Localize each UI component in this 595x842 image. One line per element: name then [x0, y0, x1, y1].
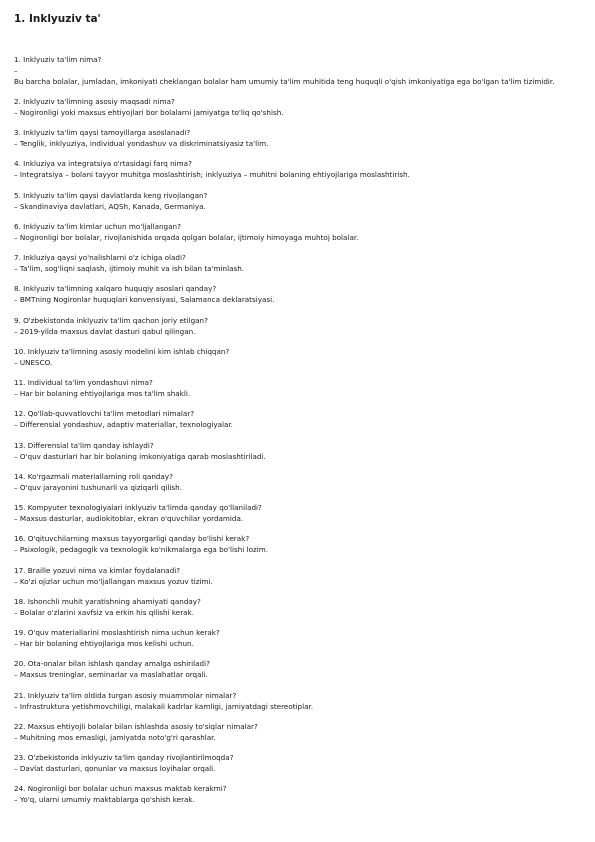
answer-text: – Ta'lim, sog'liqni saqlash, ijtimoiy muhit va ish bilan ta'minlash.	[14, 264, 245, 273]
question-text: 10. Inklyuziv ta'limning asosiy modelini kim ishlab chiqqan?	[14, 347, 230, 356]
qa-item	[14, 471, 586, 493]
question-text: 2. Inklyuziv ta'limning asosiy maqsadi nima?	[14, 97, 175, 106]
qa-item	[14, 283, 586, 305]
answer-text: – Integratsiya – bolani tayyor muhitga moslashtirish; inklyuziya – muhitni bolaning ehtiyojlariga moslashtirish.	[14, 170, 410, 179]
qa-item	[14, 408, 586, 430]
answer-dash: –	[14, 66, 18, 75]
qa-item	[14, 346, 586, 368]
question-text: 16. O'qituvchilarning maxsus tayyorgarligi qanday bo'lishi kerak?	[14, 534, 250, 543]
question-text: 23. O'zbekistonda inklyuziv ta'lim qanday rivojlantirilmoqda?	[14, 753, 234, 762]
answer-text: Bu barcha bolalar, jumladan, imkoniyati cheklangan bolalar ham umumiy ta'lim muhitida teng huquqli o'qish imkoniyatiga ega bo'lgan ta'lim tizimidir.	[14, 77, 555, 86]
question-text: 15. Kompyuter texnologiyalari inklyuziv ta'limda qanday qo'llaniladi?	[14, 503, 262, 512]
question-text: 22. Maxsus ehtiyojli bolalar bilan ishlashda asosiy to'siqlar nimalar?	[14, 722, 258, 731]
qa-item	[14, 627, 586, 649]
answer-text: – Maxsus dasturlar, audiokitoblar, ekran o'quvchilar yordamida.	[14, 514, 244, 523]
question-text: 14. Ko'rgazmali materiallarning roli qanday?	[14, 472, 173, 481]
question-text: 24. Nogironligi bor bolalar uchun maxsus maktab kerakmi?	[14, 784, 227, 793]
question-text: 4. Inkluziya va integratsiya o'rtasidagi farq nima?	[14, 159, 192, 168]
qa-item	[14, 221, 586, 243]
question-text: 17. Braille yozuvi nima va kimlar foydalanadi?	[14, 566, 181, 575]
answer-text: – 2019-yilda maxsus davlat dasturi qabul qilingan.	[14, 327, 196, 336]
question-text: 7. Inkluziya qaysi yo'nalishlarni o'z ichiga oladi?	[14, 253, 186, 262]
qa-item	[14, 440, 586, 462]
qa-item	[14, 127, 586, 149]
qa-item	[14, 565, 586, 587]
question-text: 11. Individual ta'lim yondashuvi nima?	[14, 378, 153, 387]
answer-text: – Har bir bolaning ehtiyojlariga mos ta'lim shakli.	[14, 389, 191, 398]
answer-text: – Nogironligi bor bolalar, rivojlanishida orqada qolgan bolalar, ijtimoiy himoyaga muhtoj bolalar.	[14, 233, 359, 242]
qa-item	[14, 658, 586, 680]
answer-text: – Yo'q, ularni umumiy maktablarga qo'shish kerak.	[14, 795, 195, 804]
question-text: 1. Inklyuziv ta'lim nima?	[14, 55, 102, 64]
question-text: 6. Inklyuziv ta'lim kimlar uchun mo'ljallangan?	[14, 222, 181, 231]
qa-item	[14, 252, 586, 274]
answer-text: – Nogironligi yoki maxsus ehtiyojlari bor bolalarni jamiyatga to'liq qo'shish.	[14, 108, 284, 117]
question-text: 5. Inklyuziv ta'lim qaysi davlatlarda keng rivojlangan?	[14, 191, 208, 200]
answer-text: – Davlat dasturlari, qonunlar va maxsus loyihalar orqali.	[14, 764, 216, 773]
answer-text: – Ko'zi ojizlar uchun mo'ljallangan maxsus yozuv tizimi.	[14, 577, 213, 586]
answer-text: – Maxsus treninglar, seminarlar va maslahatlar orqali.	[14, 670, 208, 679]
question-text: 21. Inklyuziv ta'lim oldida turgan asosiy muammolar nimalar?	[14, 691, 237, 700]
answer-text: – BMTning Nogironlar huquqlari konvensiyasi, Salamanca deklaratsiyasi.	[14, 295, 275, 304]
answer-text: – Bolalar o'zlarini xavfsiz va erkin his qilishi kerak.	[14, 608, 194, 617]
answer-text: – UNESCO.	[14, 358, 53, 367]
qa-item	[14, 96, 586, 118]
answer-text: – Psixologik, pedagogik va texnologik ko'nikmalarga ega bo'lishi lozim.	[14, 545, 269, 554]
document-title: 1. Inklyuziv ta'	[14, 13, 101, 25]
qa-item	[14, 315, 586, 337]
qa-item	[14, 783, 586, 805]
question-text: 18. Ishonchli muhit yaratishning ahamiyati qanday?	[14, 597, 201, 606]
answer-text: – Infrastruktura yetishmovchiligi, malakali kadrlar kamligi, jamiyatdagi stereotiplar.	[14, 702, 314, 711]
question-text: 8. Inklyuziv ta'limning xalqaro huquqiy asoslari qanday?	[14, 284, 217, 293]
answer-text: – Tenglik, inklyuziya, individual yondashuv va diskriminatsiyasiz ta'lim.	[14, 139, 269, 148]
question-text: 20. Ota-onalar bilan ishlash qanday amalga oshiriladi?	[14, 659, 210, 668]
question-text: 19. O'quv materiallarini moslashtirish nima uchun kerak?	[14, 628, 220, 637]
question-text: 9. O'zbekistonda inklyuziv ta'lim qachon joriy etilgan?	[14, 316, 208, 325]
qa-item	[14, 502, 586, 524]
qa-item	[14, 721, 586, 743]
qa-item	[14, 377, 586, 399]
answer-text: – Har bir bolaning ehtiyojlariga mos kelishi uchun.	[14, 639, 194, 648]
answer-text: – Differensial yondashuv, adaptiv materiallar, texnologiyalar.	[14, 420, 233, 429]
answer-text: – Skandinaviya davlatlari, AQSh, Kanada, Germaniya.	[14, 202, 206, 211]
question-text: 12. Qo'llab-quvvatlovchi ta'lim metodlari nimalar?	[14, 409, 195, 418]
qa-item	[14, 533, 586, 555]
qa-item	[14, 190, 586, 212]
answer-text: – O'quv dasturlari har bir bolaning imkoniyatiga qarab moslashtiriladi.	[14, 452, 266, 461]
question-text: 3. Inklyuziv ta'lim qaysi tamoyillarga asoslanadi?	[14, 128, 191, 137]
answer-text: – O'quv jarayonini tushunarli va qiziqarli qilish.	[14, 483, 183, 492]
question-text: 13. Differensial ta'lim qanday ishlaydi?	[14, 441, 154, 450]
qa-item	[14, 596, 586, 618]
qa-item	[14, 690, 586, 712]
answer-text: – Muhitning mos emasligi, jamiyatda noto'g'ri qarashlar.	[14, 733, 216, 742]
qa-item	[14, 752, 586, 774]
qa-item	[14, 54, 586, 87]
qa-item	[14, 158, 586, 180]
